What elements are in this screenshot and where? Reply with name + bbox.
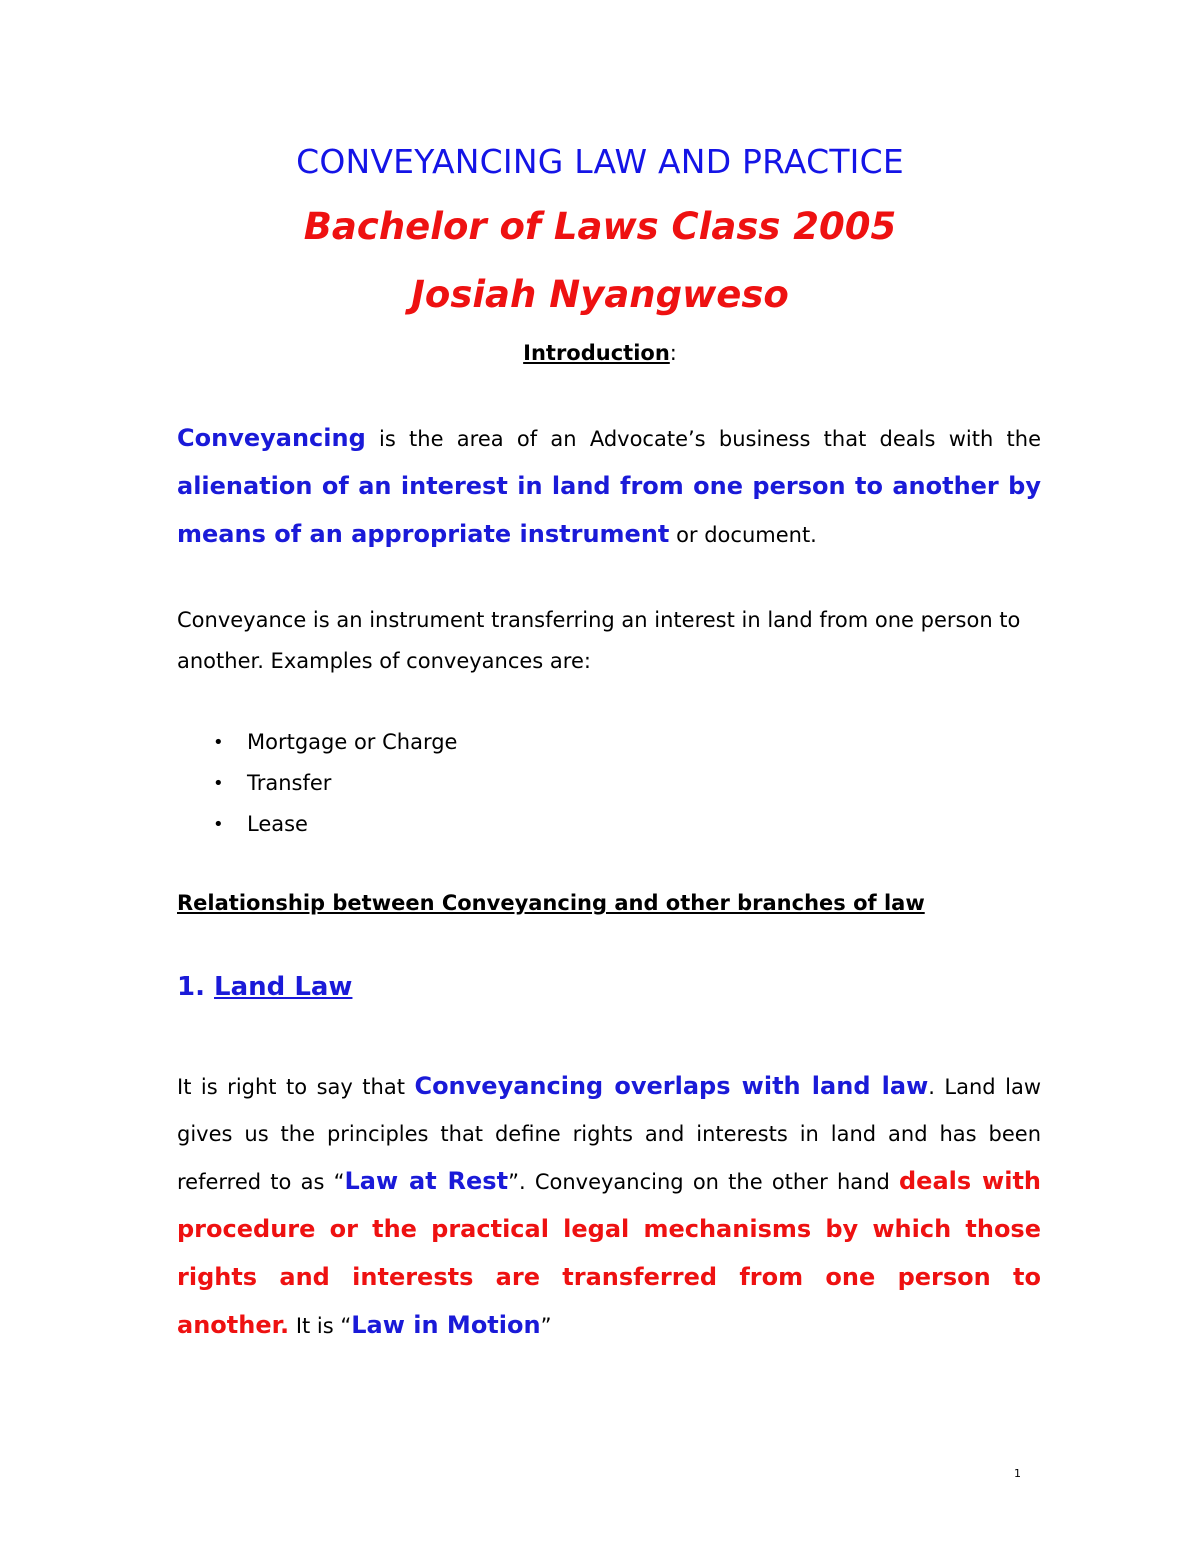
para1-text1: is the area of an Advocate’s business that deals with the bbox=[365, 427, 1041, 451]
list-item bbox=[177, 763, 457, 804]
para3-text3: ”. Conveyancing on the other hand bbox=[508, 1170, 899, 1194]
subsection-number: 1. bbox=[177, 972, 205, 1002]
list-item-label: Mortgage or Charge bbox=[247, 730, 458, 754]
document-subtitle: Bachelor of Laws Class 2005 bbox=[303, 205, 897, 248]
examples-list bbox=[177, 722, 457, 845]
para3-text2: . Land law gives us the principles that define rights and interests in land and has been referred to as “ bbox=[177, 1075, 1042, 1194]
page-number: 1 bbox=[1014, 1467, 1021, 1480]
intro-heading-text: Introduction bbox=[523, 341, 670, 365]
paragraph-conveyance-definition: Conveyance is an instrument transferring an interest in land from one person to another. Examples of conveyances are: bbox=[177, 608, 1021, 673]
bullet-icon: • bbox=[213, 773, 224, 794]
subsection-title: Land Law bbox=[214, 972, 353, 1002]
intro-heading bbox=[0, 341, 1200, 365]
intro-heading-colon: : bbox=[669, 341, 677, 365]
paragraph-land-law bbox=[177, 1063, 1041, 1350]
para3-highlight1: Conveyancing overlaps with land law bbox=[414, 1072, 929, 1100]
bullet-icon: • bbox=[213, 814, 224, 835]
list-item bbox=[177, 804, 457, 845]
para1-text2: or document. bbox=[669, 523, 817, 547]
para3-highlight4: Law in Motion bbox=[351, 1311, 541, 1339]
document-author: Josiah Nyangweso bbox=[411, 273, 789, 316]
para3-highlight3: deals with procedure or the practical legal mechanisms by which those rights and interests are transferred from one person to another. bbox=[177, 1167, 1041, 1339]
para1-highlight: alienation of an interest in land from one person to another by means of an appropriate instrument bbox=[177, 472, 1041, 548]
paragraph-conveyancing-definition bbox=[177, 415, 1041, 559]
list-item-label: Transfer bbox=[247, 771, 332, 795]
term-conveyancing: Conveyancing bbox=[177, 424, 366, 452]
bullet-icon: • bbox=[213, 732, 224, 753]
para3-highlight2: Law at Rest bbox=[344, 1167, 509, 1195]
document-title: CONVEYANCING LAW AND PRACTICE bbox=[296, 142, 904, 181]
subsection-heading bbox=[177, 972, 352, 1002]
para3-text4: It is “ bbox=[289, 1314, 352, 1338]
section-heading: Relationship between Conveyancing and other branches of law bbox=[177, 891, 925, 915]
para3-text5: ” bbox=[540, 1314, 552, 1338]
para3-text1: It is right to say that bbox=[177, 1075, 415, 1099]
list-item-label: Lease bbox=[247, 812, 308, 836]
list-item bbox=[177, 722, 457, 763]
